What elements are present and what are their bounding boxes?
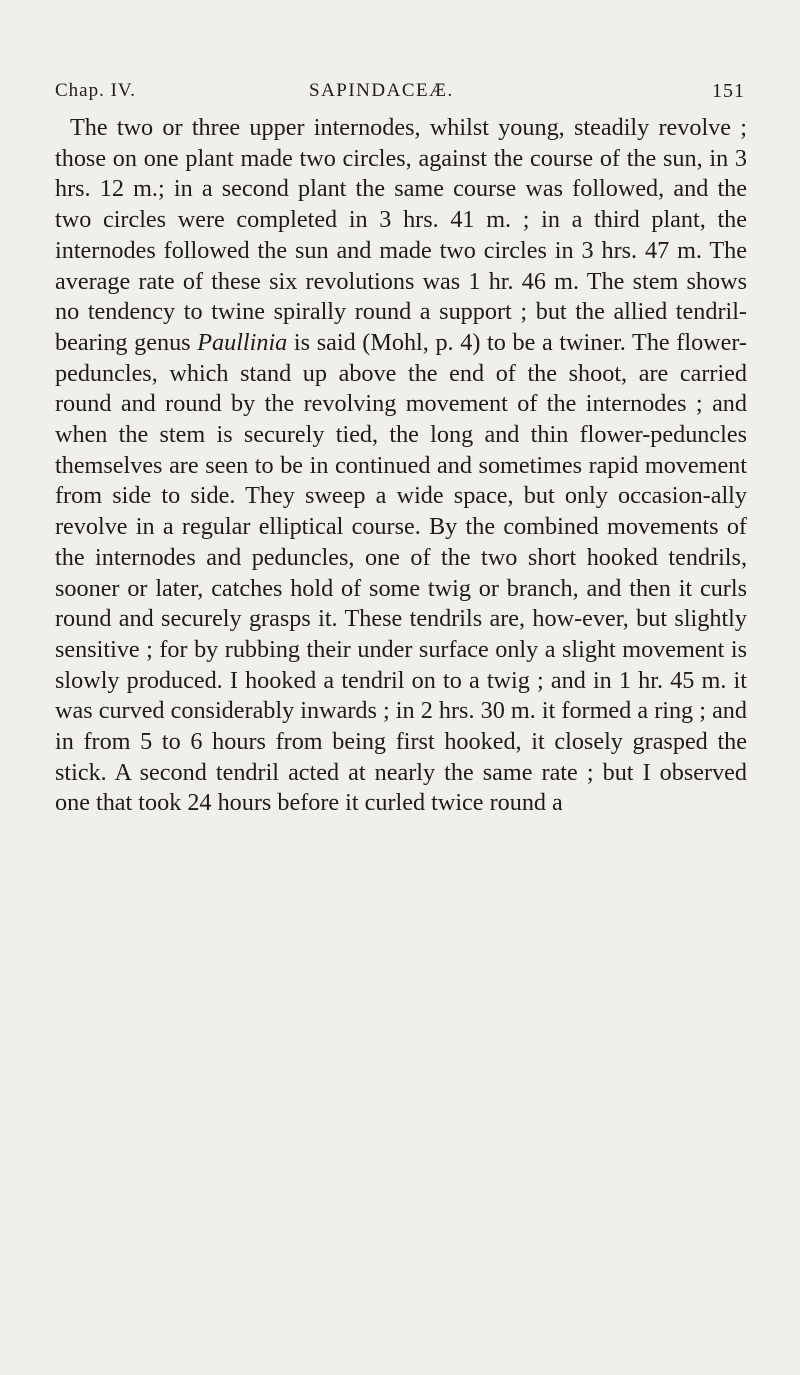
paragraph-text-part-1: The two or three upper internodes, whilst young, steadily revolve ; those on one plant made two circles, against the course of the sun, in 3 hrs. 12 m.; in a second plant the same course was followed, and the two circles were completed in 3 hrs. 41 m. ; in a third plant, the internodes followed the sun and made two circles in 3 hrs. 47 m. The average rate of these six revolutions was 1 hr. 46 m. The stem shows no tendency to twine spirally round a support ; but the allied tendril-bearing genus	[55, 114, 747, 356]
section-title: SAPINDACEÆ.	[309, 80, 454, 101]
genus-name: Paullinia	[197, 328, 288, 356]
paragraph-text-part-2: is said (Mohl, p. 4) to be a twiner. The flower-peduncles, which stand up above the end of the shoot, are carried round and round by the revolving movement of the internodes ; and when the stem is securely tied, the long and thin flower-peduncles themselves are seen to be in continued and sometimes rapid movement from side to side. They sweep a wide space, but only occasion-ally revolve in a regular elliptical course. By the combined movements of the internodes and peduncles, one of the two short hooked tendrils, sooner or later, catches hold of some twig or branch, and then it curls round and securely grasps it. These tendrils are, how-ever, but slightly sensitive ; for by rubbing their under surface only a slight movement is slowly produced. I hooked a tendril on to a twig ; and in 1 hr. 45 m. it was curved considerably inwards ; in 2 hrs. 30 m. it formed a ring ; and in from 5 to 6 hours from being first hooked, it closely grasped the stick. A second tendril acted at nearly the same rate ; but I observed one that took 24 hours before it curled twice round a	[55, 328, 747, 817]
body-paragraph	[55, 113, 747, 819]
chapter-label: Chap. IV.	[55, 80, 136, 101]
page-number: 151	[712, 80, 745, 102]
running-head	[55, 80, 745, 110]
